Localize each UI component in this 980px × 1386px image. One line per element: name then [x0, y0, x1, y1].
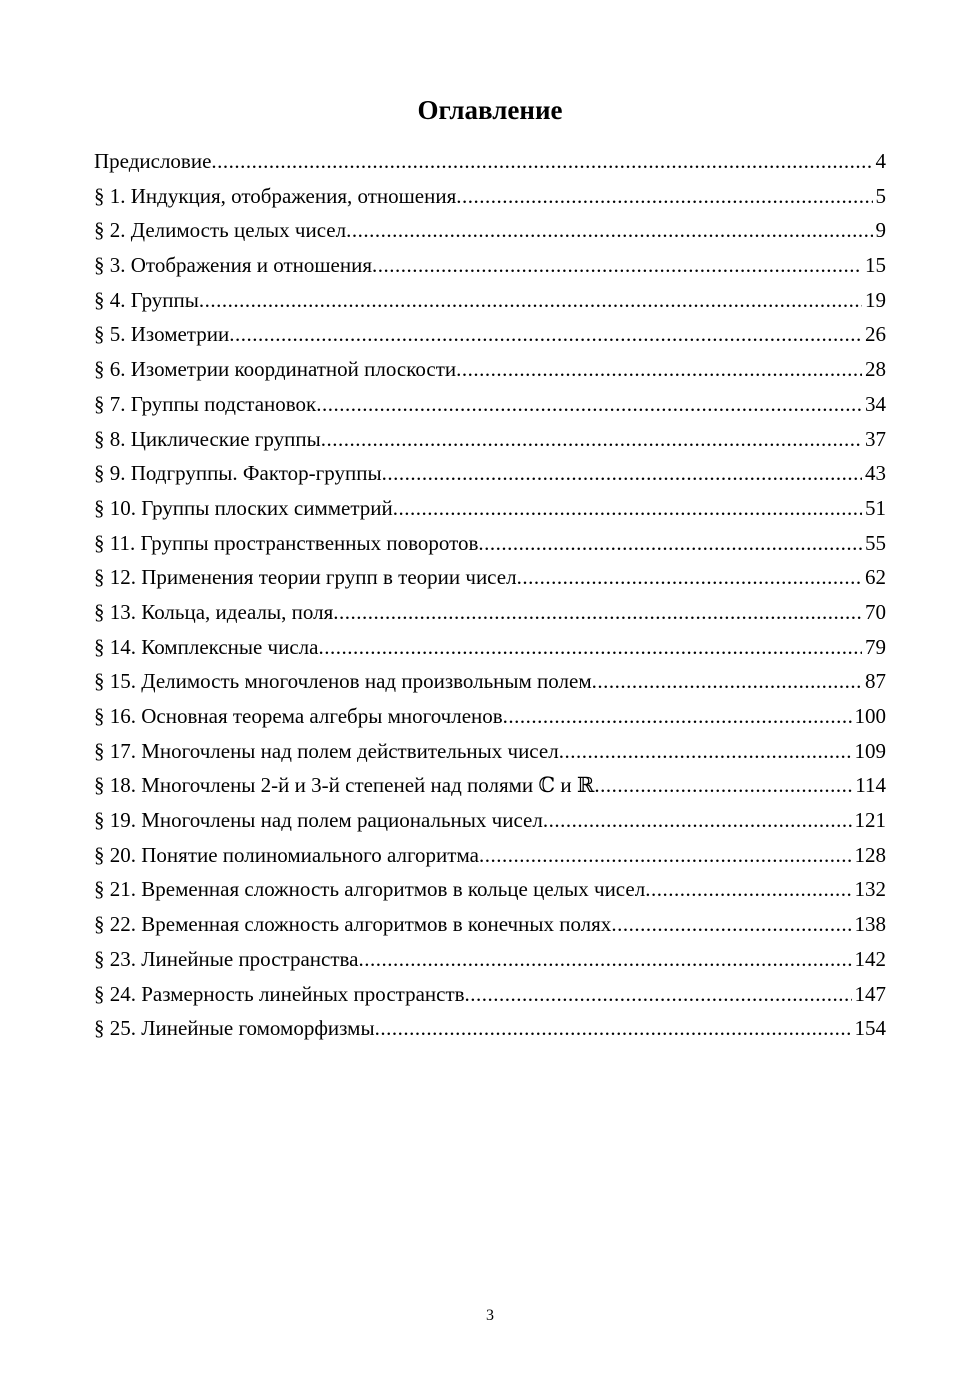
toc-entry-page: 128: [854, 842, 886, 867]
toc-entry-title: § 18. Многочлены 2-й и 3-й степеней над полями ℂ и ℝ: [94, 773, 595, 798]
toc-entry[interactable]: [94, 907, 886, 942]
toc-leader-dots: [594, 768, 852, 803]
toc-entry[interactable]: [94, 422, 886, 457]
toc-entry-page: 4: [875, 149, 886, 173]
toc-entry[interactable]: [94, 1011, 886, 1046]
table-of-contents: [94, 144, 886, 1046]
toc-leader-dots: [478, 526, 862, 561]
toc-entry-page: 121: [854, 808, 886, 833]
toc-entry[interactable]: [94, 387, 886, 422]
toc-entry-title: § 4. Группы: [94, 287, 199, 312]
toc-entry[interactable]: [94, 213, 886, 248]
toc-leader-dots: [645, 872, 851, 907]
toc-entry-page: 100: [854, 704, 886, 728]
toc-entry-title: § 21. Временная сложность алгоритмов в кольце целых чисел: [94, 877, 646, 902]
toc-entry-title: § 24. Размерность линейных пространств: [94, 981, 465, 1006]
toc-entry-page: 87: [865, 669, 886, 694]
toc-entry-title: § 23. Линейные пространства: [94, 946, 359, 971]
toc-leader-dots: [199, 283, 862, 318]
toc-leader-dots: [382, 456, 862, 491]
toc-leader-dots: [333, 595, 862, 630]
toc-entry[interactable]: [94, 977, 886, 1012]
page-number: 3: [486, 1307, 494, 1324]
page-title: Оглавление: [417, 95, 563, 125]
toc-entry-title: § 11. Группы пространственных поворотов: [94, 530, 479, 555]
toc-entry[interactable]: [94, 352, 886, 387]
toc-entry-title: § 14. Комплексные числа: [94, 634, 319, 659]
toc-leader-dots: [503, 699, 852, 734]
toc-entry[interactable]: [94, 595, 886, 630]
toc-entry-title: § 3. Отображения и отношения: [94, 253, 373, 278]
toc-entry[interactable]: [94, 456, 886, 491]
toc-entry[interactable]: [94, 699, 886, 734]
toc-leader-dots: [372, 248, 862, 283]
toc-entry-title: § 5. Изометрии: [94, 322, 230, 347]
toc-entry-page: 132: [854, 877, 886, 902]
toc-entry[interactable]: [94, 768, 886, 803]
toc-entry-title: § 15. Делимость многочленов над произвольным полем: [94, 669, 592, 694]
toc-entry-title: § 7. Группы подстановок: [94, 391, 317, 416]
toc-entry-title: § 10. Группы плоских симметрий: [94, 495, 393, 520]
toc-entry[interactable]: [94, 560, 886, 595]
toc-entry-title: § 22. Временная сложность алгоритмов в конечных полях: [94, 912, 612, 937]
toc-entry-page: 147: [854, 981, 886, 1006]
toc-entry-title: § 2. Делимость целых чисел: [94, 218, 347, 243]
toc-entry-page: 5: [875, 183, 886, 208]
toc-leader-dots: [456, 352, 862, 387]
toc-entry-title: § 16. Основная теорема алгебры многочленов: [94, 704, 503, 728]
toc-entry-title: § 6. Изометрии координатной плоскости: [94, 357, 457, 382]
toc-entry-page: 43: [865, 461, 886, 486]
toc-entry-page: 109: [854, 738, 886, 763]
toc-entry-page: 62: [865, 565, 886, 590]
toc-entry[interactable]: [94, 179, 886, 214]
toc-entry-page: 79: [865, 634, 886, 659]
toc-leader-dots: [321, 422, 862, 457]
toc-leader-dots: [358, 942, 851, 977]
toc-entry[interactable]: [94, 803, 886, 838]
toc-leader-dots: [318, 630, 862, 665]
toc-leader-dots: [611, 907, 851, 942]
toc-leader-dots: [393, 491, 862, 526]
toc-entry-title: § 25. Линейные гомоморфизмы: [94, 1016, 375, 1041]
toc-entry-title: § 12. Применения теории групп в теории чисел: [94, 565, 517, 590]
toc-leader-dots: [543, 803, 852, 838]
toc-entry[interactable]: [94, 734, 886, 769]
toc-entry-page: 37: [865, 426, 886, 451]
toc-entry-page: 9: [875, 218, 886, 243]
toc-entry-title: § 17. Многочлены над полем действительных чисел: [94, 738, 559, 763]
toc-entry[interactable]: [94, 838, 886, 873]
toc-leader-dots: [559, 734, 852, 769]
toc-leader-dots: [517, 560, 862, 595]
toc-entry-page: 28: [865, 357, 886, 382]
toc-entry-page: 15: [865, 253, 886, 278]
toc-leader-dots: [592, 664, 862, 699]
toc-leader-dots: [229, 317, 862, 352]
toc-leader-dots: [316, 387, 862, 422]
toc-leader-dots: [465, 977, 852, 1012]
toc-entry-page: 34: [865, 391, 886, 416]
toc-entry[interactable]: [94, 317, 886, 352]
toc-entry[interactable]: [94, 248, 886, 283]
toc-leader-dots: [456, 179, 872, 214]
toc-leader-dots: [211, 144, 872, 179]
toc-entry-page: 51: [865, 495, 886, 520]
toc-entry[interactable]: [94, 942, 886, 977]
toc-entry[interactable]: [94, 526, 886, 561]
toc-entry-page: 55: [865, 530, 886, 555]
toc-entry[interactable]: [94, 491, 886, 526]
toc-entry-title: § 1. Индукция, отображения, отношения: [94, 183, 457, 208]
toc-entry-page: 114: [855, 773, 886, 798]
toc-entry[interactable]: [94, 144, 886, 179]
toc-entry[interactable]: [94, 630, 886, 665]
toc-entry-page: 70: [865, 599, 886, 624]
toc-leader-dots: [346, 213, 872, 248]
toc-entry[interactable]: [94, 283, 886, 318]
toc-entry[interactable]: [94, 872, 886, 907]
toc-entry-title: § 20. Понятие полиномиального алгоритма: [94, 842, 479, 867]
toc-leader-dots: [479, 838, 852, 873]
toc-entry-page: 142: [854, 946, 886, 971]
toc-entry-title: § 19. Многочлены над полем рациональных чисел: [94, 808, 543, 833]
toc-entry-page: 154: [854, 1016, 886, 1041]
toc-entry-page: 26: [865, 322, 886, 347]
toc-entry-page: 138: [854, 912, 886, 937]
toc-entry-title: § 9. Подгруппы. Фактор-группы: [94, 461, 382, 486]
toc-entry[interactable]: [94, 664, 886, 699]
toc-entry-title: Предисловие: [94, 149, 212, 173]
toc-entry-title: § 8. Циклические группы: [94, 426, 321, 451]
toc-entry-page: 19: [865, 287, 886, 312]
toc-entry-title: § 13. Кольца, идеалы, поля: [94, 599, 334, 624]
toc-leader-dots: [375, 1011, 852, 1046]
